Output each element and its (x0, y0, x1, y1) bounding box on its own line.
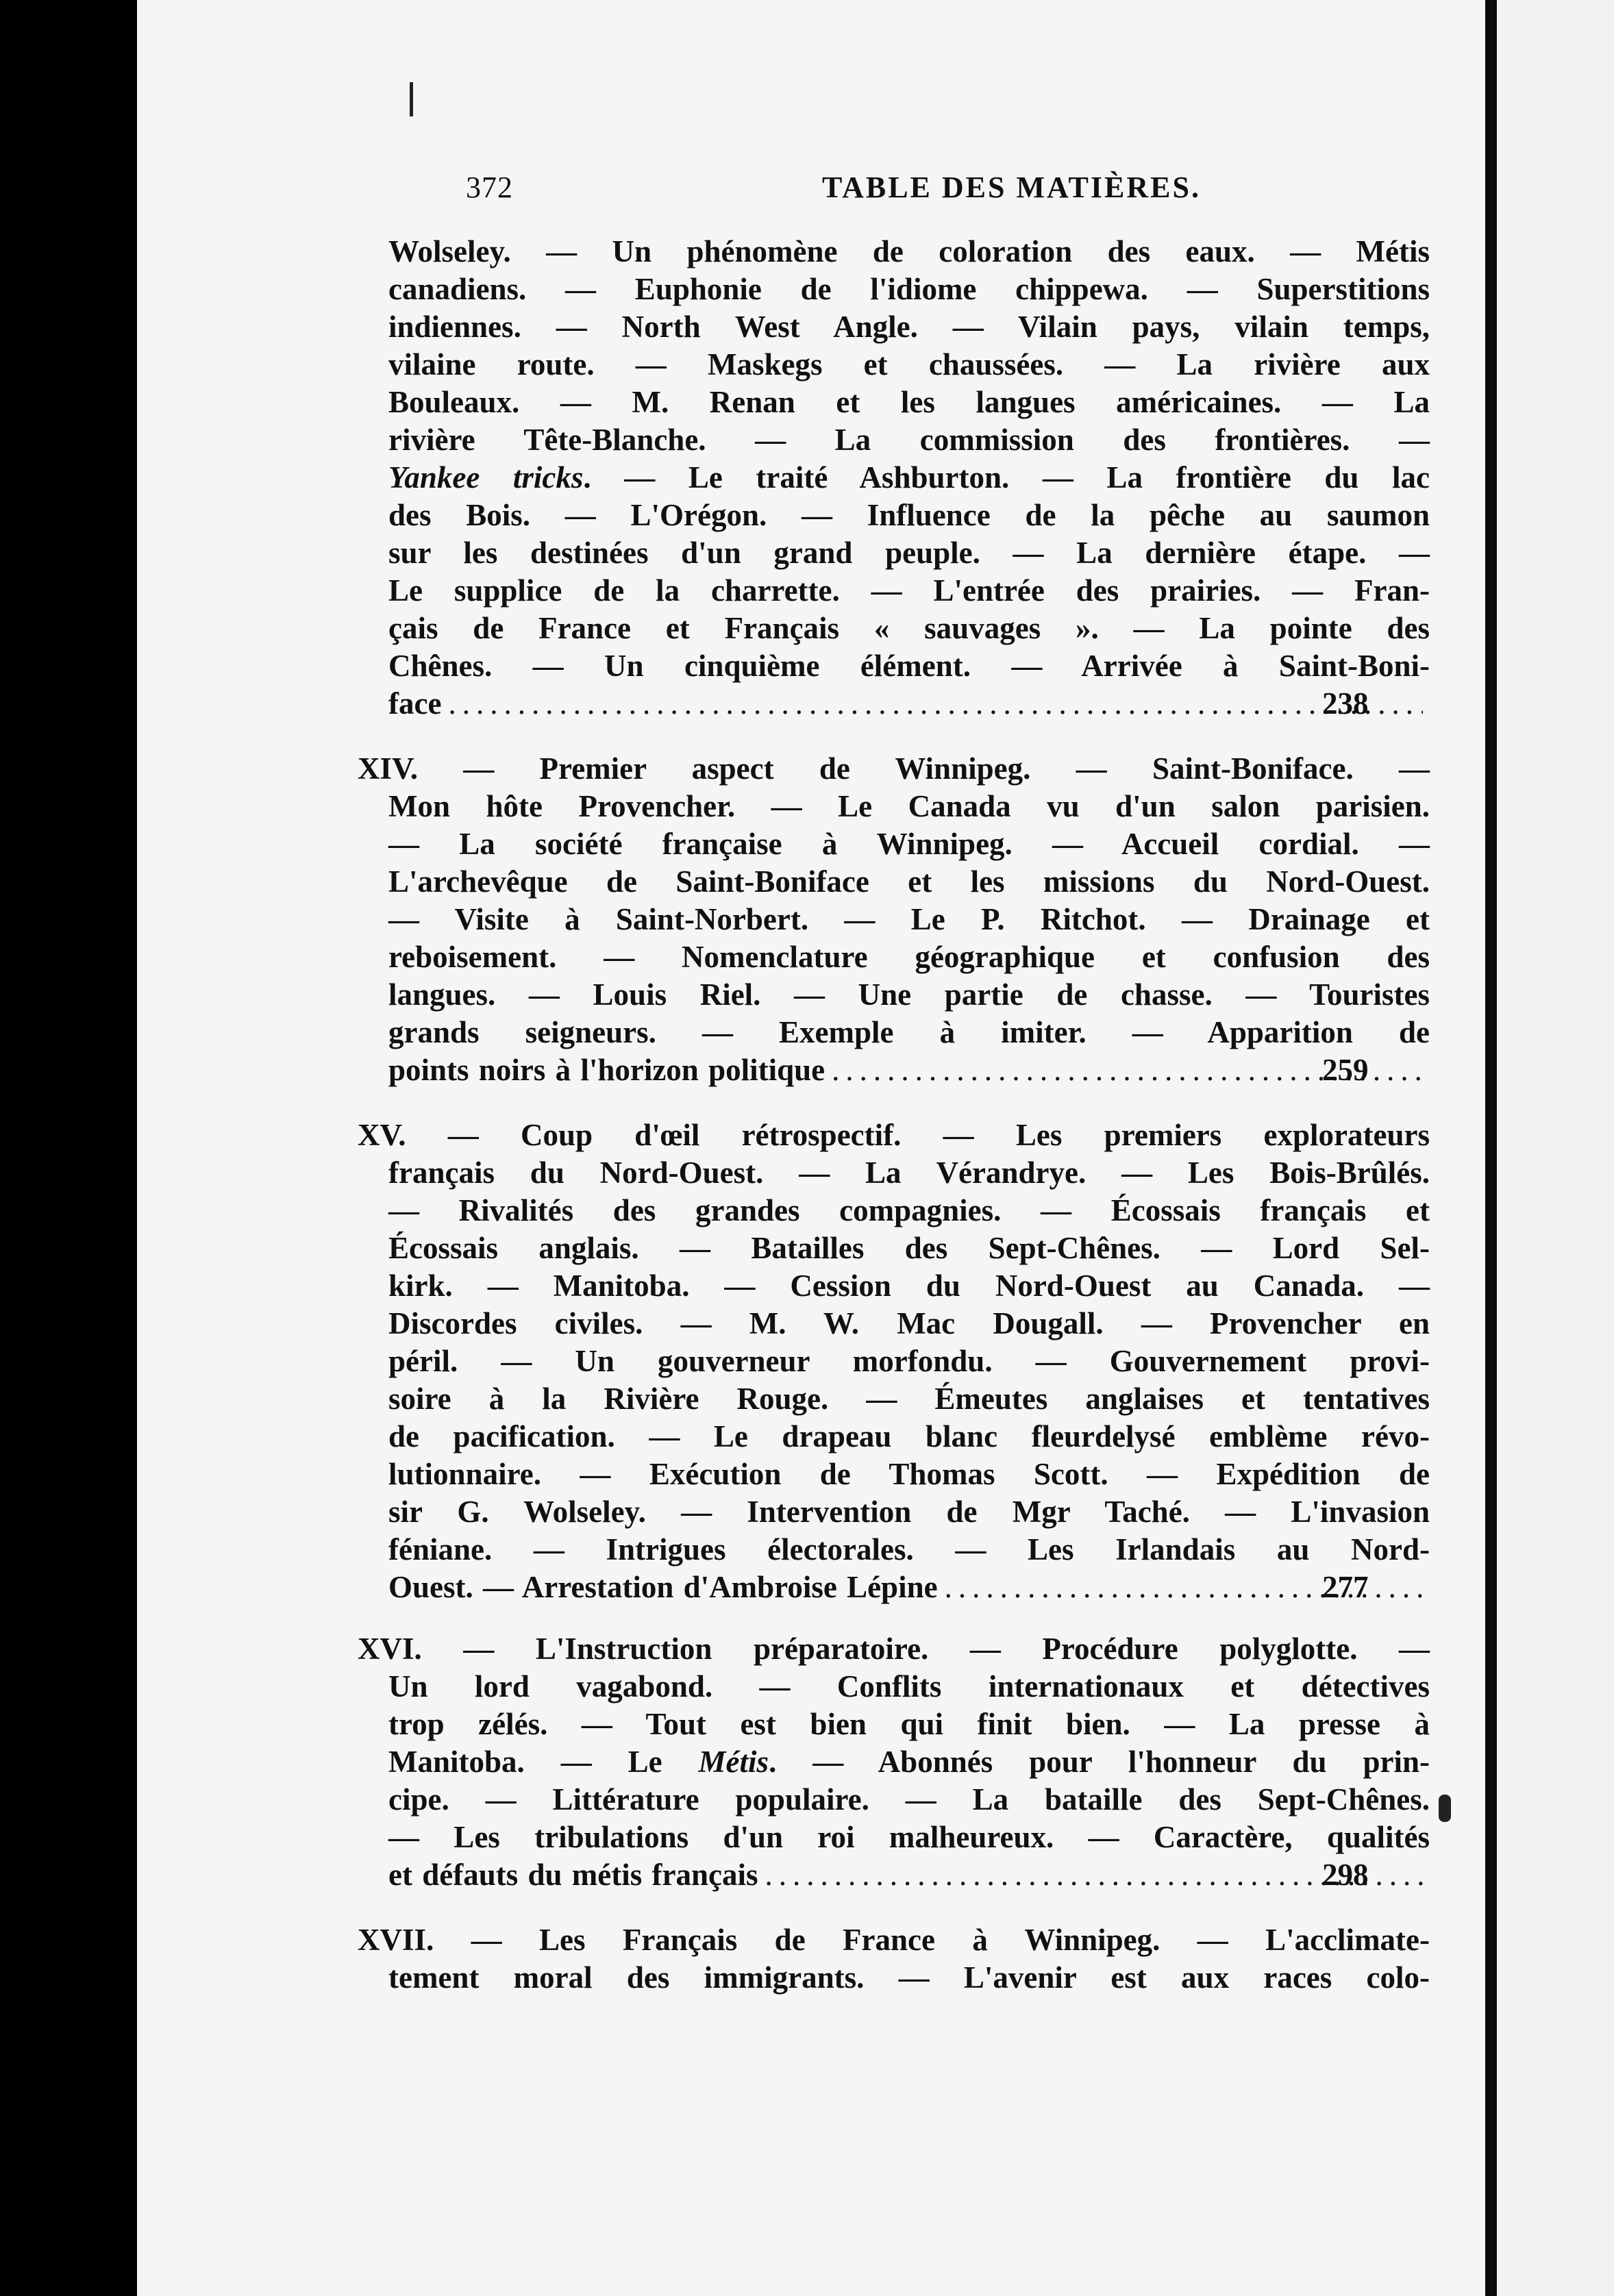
toc-line: français du Nord-Ouest. — La Vérandrye. — Les Bois-Brûlés. (388, 1156, 1430, 1190)
toc-line: XVI. — L'Instruction préparatoire. — Procédure polyglotte. — (358, 1632, 1430, 1666)
toc-line: de pacification. — Le drapeau blanc fleurdelysé emblème révo- (388, 1419, 1430, 1453)
toc-line: indiennes. — North West Angle. — Vilain pays, vilain temps, (388, 310, 1430, 344)
italic-text: Métis (698, 1745, 769, 1779)
toc-line: cipe. — Littérature populaire. — La bataille des Sept-Chênes. (388, 1782, 1430, 1817)
adjacent-page-edge (1497, 0, 1614, 2296)
toc-page-number: 238 (1322, 686, 1369, 721)
toc-line: Discordes civiles. — M. W. Mac Dougall. — Provencher en (388, 1306, 1430, 1340)
toc-line: Yankee tricks. — Le traité Ashburton. — La frontière du lac (388, 460, 1430, 495)
toc-line: XIV. — Premier aspect de Winnipeg. — Saint-Boniface. — (358, 751, 1430, 786)
toc-line: grands seigneurs. — Exemple à imiter. — Apparition de (388, 1015, 1430, 1049)
table-of-contents (137, 0, 1488, 2296)
toc-line: reboisement. — Nomenclature géographique et confusion des (388, 940, 1430, 974)
toc-line: — La société française à Winnipeg. — Accueil cordial. — (388, 827, 1430, 861)
toc-line: XV. — Coup d'œil rétrospectif. — Les premiers explorateurs (358, 1118, 1430, 1152)
toc-line: vilaine route. — Maskegs et chaussées. — La rivière aux (388, 347, 1430, 382)
toc-line: — Visite à Saint-Norbert. — Le P. Ritchot. — Drainage et (388, 902, 1430, 936)
toc-line: — Les tribulations d'un roi malheureux. — Caractère, qualités (388, 1820, 1430, 1854)
toc-line: points noirs à l'horizon politique (388, 1053, 825, 1087)
running-title: TABLE DES MATIÈRES. (822, 171, 1201, 204)
toc-line-with-leader (388, 685, 1430, 723)
toc-line: lutionnaire. — Exécution de Thomas Scott. — Expédition de (388, 1457, 1430, 1491)
toc-line: soire à la Rivière Rouge. — Émeutes anglaises et tentatives (388, 1382, 1430, 1416)
toc-page-number: 298 (1322, 1858, 1369, 1892)
toc-line: — Rivalités des grandes compagnies. — Écossais français et (388, 1193, 1430, 1227)
toc-line: L'archevêque de Saint-Boniface et les missions du Nord-Ouest. (388, 864, 1430, 899)
toc-line: kirk. — Manitoba. — Cession du Nord-Ouest au Canada. — (388, 1269, 1430, 1303)
toc-line: des Bois. — L'Orégon. — Influence de la pêche au saumon (388, 498, 1430, 532)
toc-line: et défauts du métis français (388, 1858, 758, 1892)
page-number: 372 (466, 171, 513, 204)
toc-line: Chênes. — Un cinquième élément. — Arrivée à Saint-Boni- (388, 649, 1430, 683)
toc-line: sur les destinées d'un grand peuple. — La dernière étape. — (388, 536, 1430, 570)
italic-text: Yankee tricks (388, 460, 584, 495)
toc-line: trop zélés. — Tout est bien qui finit bien. — La presse à (388, 1707, 1430, 1741)
toc-line: péril. — Un gouverneur morfondu. — Gouvernement provi- (388, 1344, 1430, 1378)
toc-line: rivière Tête-Blanche. — La commission des frontières. — (388, 423, 1430, 457)
toc-line: Manitoba. — Le Métis. — Abonnés pour l'honneur du prin- (388, 1745, 1430, 1779)
scan-left-border (0, 0, 137, 2296)
toc-line: féniane. — Intrigues électorales. — Les Irlandais au Nord- (388, 1532, 1430, 1567)
toc-line: Mon hôte Provencher. — Le Canada vu d'un salon parisien. (388, 789, 1430, 823)
book-page (137, 0, 1488, 2296)
toc-line: Bouleaux. — M. Renan et les langues américaines. — La (388, 385, 1430, 419)
toc-line: langues. — Louis Riel. — Une partie de chasse. — Touristes (388, 977, 1430, 1012)
toc-line: sir G. Wolseley. — Intervention de Mgr Taché. — L'invasion (388, 1495, 1430, 1529)
toc-line: Wolseley. — Un phénomène de coloration des eaux. — Métis (388, 234, 1430, 269)
toc-line-with-leader (388, 1569, 1430, 1606)
toc-line: çais de France et Français « sauvages ». — La pointe des (388, 611, 1430, 645)
toc-line-with-leader (388, 1856, 1430, 1894)
toc-line: face (388, 686, 442, 721)
toc-line: Un lord vagabond. — Conflits internationaux et détectives (388, 1669, 1430, 1704)
dot-leader (448, 685, 1423, 723)
toc-line: tement moral des immigrants. — L'avenir est aux races colo- (388, 1960, 1430, 1995)
toc-line: Ouest. — Arrestation d'Ambroise Lépine (388, 1570, 938, 1604)
toc-line-with-leader (388, 1051, 1430, 1089)
toc-page-number: 259 (1322, 1053, 1369, 1087)
toc-line: XVII. — Les Français de France à Winnipeg. — L'acclimate- (358, 1923, 1430, 1957)
toc-line: canadiens. — Euphonie de l'idiome chippewa. — Superstitions (388, 272, 1430, 306)
toc-page-number: 277 (1322, 1570, 1369, 1604)
toc-line: Écossais anglais. — Batailles des Sept-Chênes. — Lord Sel- (388, 1231, 1430, 1265)
toc-line: Le supplice de la charrette. — L'entrée des prairies. — Fran- (388, 573, 1430, 608)
